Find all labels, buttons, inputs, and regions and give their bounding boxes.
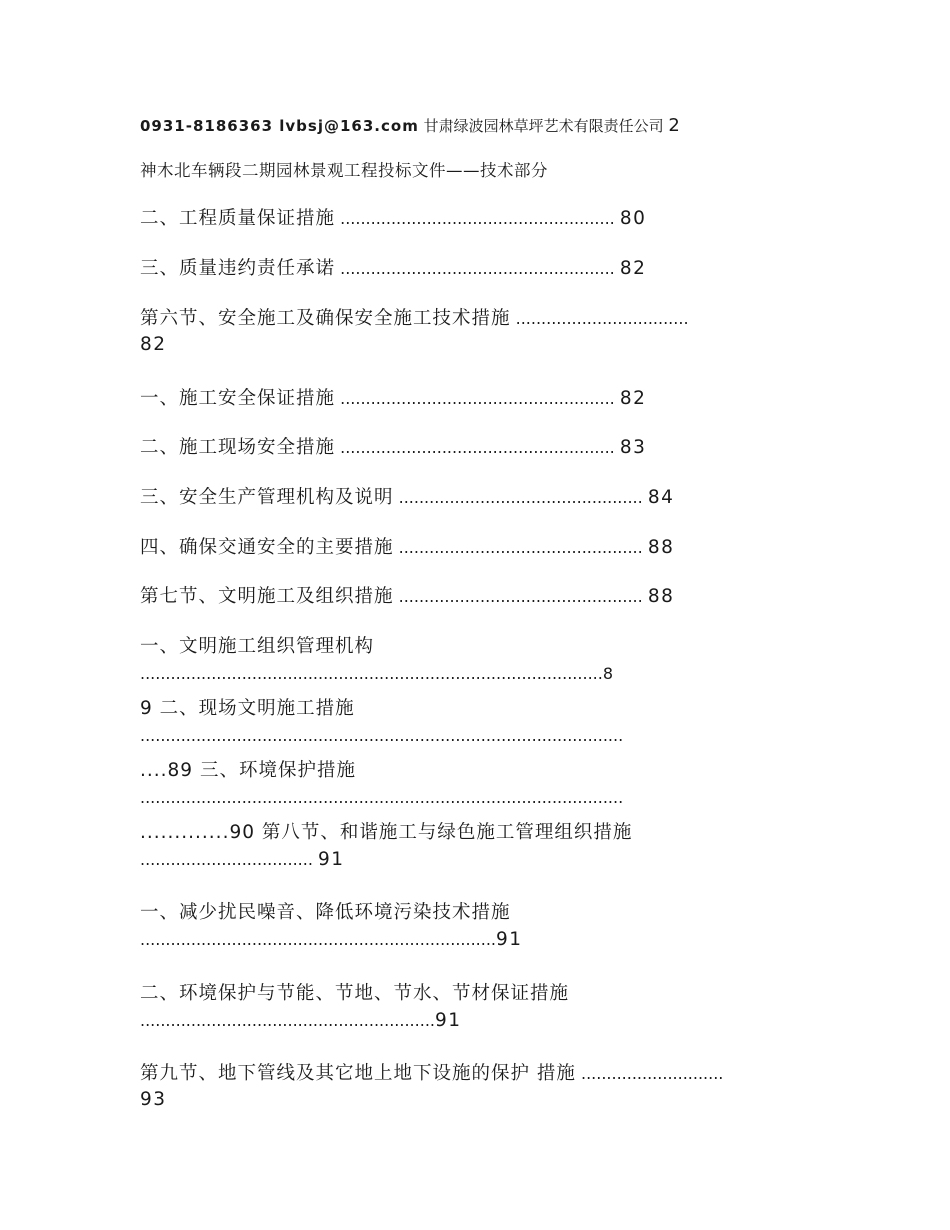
header-company: 甘肃绿波园林草坪艺术有限责任公司	[423, 117, 664, 135]
toc-entry	[140, 582, 674, 608]
toc-page-number: 82	[140, 334, 167, 355]
toc-leader-dots: ......................................................	[335, 209, 620, 228]
toc-entry-title: 9 二、现场文明施工措施	[140, 698, 355, 719]
toc-entry-title: 三、安全生产管理机构及说明	[140, 487, 394, 508]
toc-entry	[140, 384, 646, 410]
toc-leader-dots: ...............................................................................................	[140, 726, 624, 745]
toc-entry-continuation	[140, 818, 632, 844]
document-title: 神木北车辆段二期园林景观工程投标文件——技术部分	[140, 161, 548, 180]
toc-page-number: 83	[619, 437, 647, 458]
toc-leader-dots: ......................................................	[335, 259, 620, 278]
header-page-number: 2	[668, 115, 680, 136]
toc-leader-dots: ..................................	[140, 850, 319, 869]
toc-page-number: 88	[647, 586, 675, 607]
toc-leader-dots: ................................................	[393, 538, 648, 557]
toc-entry-title: 第六节、安全施工及确保安全施工技术措施	[140, 308, 511, 329]
page-header	[140, 115, 820, 136]
toc-entry	[140, 979, 569, 1005]
toc-entry	[140, 254, 646, 280]
toc-page-number: 80	[619, 208, 647, 229]
toc-leader-dots: ...............................................................................................	[140, 788, 624, 807]
toc-leader-dots: ...........................................................................................8	[140, 664, 613, 683]
toc-leader-dots: ..........................................................	[140, 1011, 435, 1030]
toc-leader-dots: ............................	[575, 1064, 724, 1083]
toc-entry-continuation	[140, 849, 345, 870]
toc-leader-dots: ......................................................	[335, 438, 620, 457]
toc-entry-title: .............90 第八节、和谐施工与绿色施工管理组织措施	[140, 822, 633, 843]
toc-entry-continuation	[140, 725, 623, 746]
toc-entry	[140, 304, 689, 330]
toc-entry-continuation	[140, 756, 356, 782]
toc-entry-continuation	[140, 663, 613, 684]
toc-entry-continuation	[140, 1010, 462, 1031]
toc-entry	[140, 898, 511, 924]
toc-entry-title: 二、工程质量保证措施	[140, 208, 336, 229]
toc-entry-title: 第七节、文明施工及组织措施	[140, 586, 394, 607]
toc-page-number: 82	[619, 258, 647, 279]
toc-entry	[140, 204, 646, 230]
toc-leader-dots: ................................................	[393, 488, 648, 507]
toc-page-number: 84	[647, 487, 675, 508]
toc-page-number: 82	[619, 388, 647, 409]
toc-page-number: 93	[140, 1089, 167, 1110]
toc-leader-dots: ..................................	[510, 309, 689, 328]
toc-entry-continuation	[140, 1089, 167, 1110]
toc-leader-dots: ......................................................................	[140, 930, 497, 949]
toc-entry-title: 三、质量违约责任承诺	[140, 258, 336, 279]
toc-page-number: 88	[647, 537, 675, 558]
toc-entry-continuation	[140, 694, 355, 720]
toc-leader-dots: ................................................	[393, 587, 648, 606]
toc-entry	[140, 433, 646, 459]
toc-entry	[140, 1059, 723, 1085]
header-contact: 0931-8186363 lvbsj@163.com	[140, 117, 419, 135]
toc-entry-title: ....89 三、环境保护措施	[140, 760, 356, 781]
toc-entry-title: 二、施工现场安全措施	[140, 437, 336, 458]
toc-entry-continuation	[140, 929, 523, 950]
toc-entry-title: 一、文明施工组织管理机构	[140, 636, 375, 657]
toc-entry-title: 一、施工安全保证措施	[140, 388, 336, 409]
toc-entry-title: 四、确保交通安全的主要措施	[140, 537, 394, 558]
toc-page-number: 91	[434, 1010, 462, 1031]
toc-entry	[140, 632, 374, 658]
toc-entry-continuation	[140, 334, 167, 355]
toc-entry	[140, 533, 674, 559]
toc-page-number: 91	[318, 849, 345, 870]
toc-entry-title: 一、减少扰民噪音、降低环境污染技术措施	[140, 902, 511, 923]
toc-entry-title: 二、环境保护与节能、节地、节水、节材保证措施	[140, 983, 570, 1004]
toc-entry	[140, 483, 674, 509]
toc-entry-title: 第九节、地下管线及其它地上地下设施的保护 措施	[140, 1063, 576, 1084]
toc-leader-dots: ......................................................	[335, 389, 620, 408]
toc-page-number: 91	[496, 929, 523, 950]
toc-entry-continuation	[140, 787, 623, 808]
